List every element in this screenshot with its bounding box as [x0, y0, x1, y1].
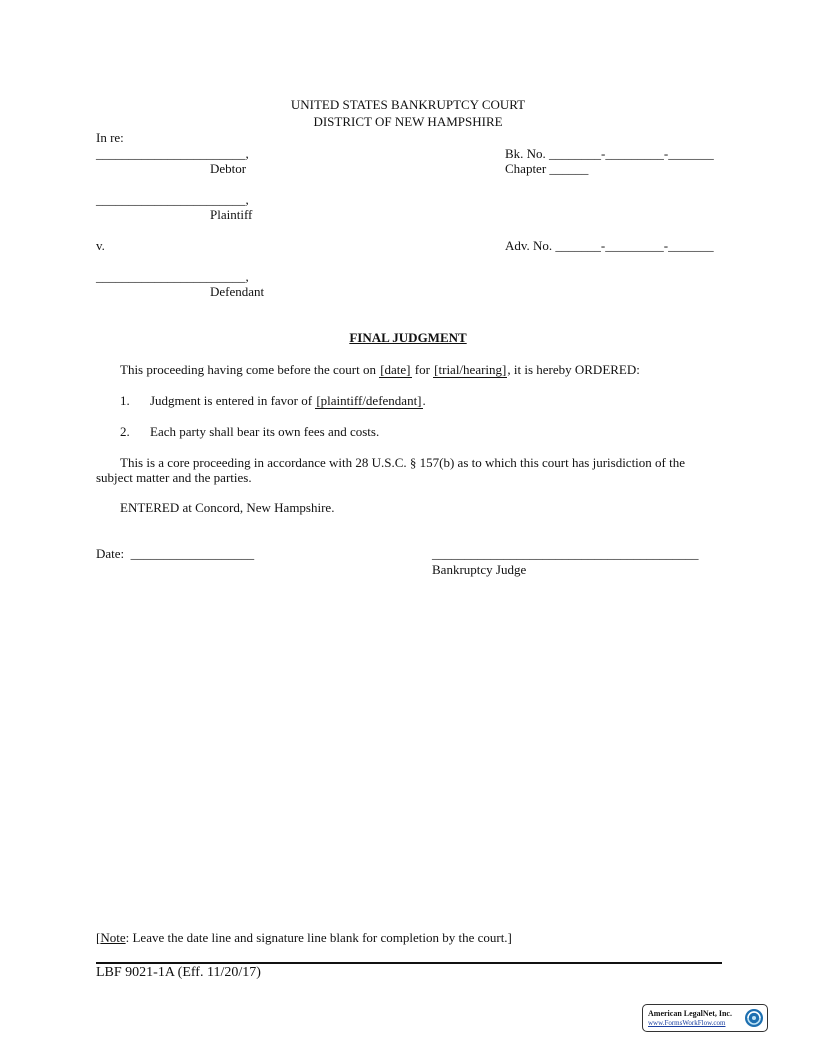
entered-statement: ENTERED at Concord, New Hampshire.: [120, 500, 335, 515]
in-re-label: In re:: [96, 130, 124, 145]
item-1-text: [150, 393, 426, 408]
judge-signature-line: _________________________________________: [432, 546, 699, 561]
logo-company-name: American LegalNet, Inc.: [648, 1009, 732, 1018]
defendant-line: _______________________,: [96, 269, 249, 284]
defendant-label: Defendant: [210, 284, 265, 299]
judge-label: Bankruptcy Judge: [432, 562, 527, 577]
intro-text-mid: for: [411, 362, 434, 377]
debtor-line: _______________________,: [96, 146, 249, 161]
debtor-label: Debtor: [210, 161, 247, 176]
versus-label: v.: [96, 238, 105, 253]
item-1-text-after: .: [422, 393, 426, 408]
logo-url-link[interactable]: www.FormsWorkFlow.com: [648, 1019, 726, 1027]
note-open-bracket: [: [96, 930, 101, 945]
completion-note: [96, 930, 512, 945]
form-id: LBF 9021-1A (Eff. 11/20/17): [96, 965, 261, 980]
intro-text-before: This proceeding having come before the court on: [120, 362, 380, 377]
footer-rule: [96, 962, 722, 964]
note-word: Note: [100, 930, 126, 945]
item-1-text-before: Judgment is entered in favor of: [150, 393, 316, 408]
core-proceeding-line-1: This is a core proceeding in accordance with 28 U.S.C. § 157(b) as to which this court has jurisdiction of the: [120, 455, 686, 470]
intro-paragraph: [120, 362, 640, 377]
document-title: FINAL JUDGMENT: [349, 330, 467, 345]
globe-icon: [744, 1008, 764, 1028]
note-text: : Leave the date line and signature line blank for completion by the court.]: [125, 930, 512, 945]
plaintiff-line: _______________________,: [96, 192, 249, 207]
trial-hearing-placeholder: [trial/hearing]: [434, 362, 507, 377]
adv-no-field: Adv. No. _______-_________-_______: [505, 238, 714, 253]
chapter-field: Chapter ______: [505, 161, 589, 176]
intro-text-after: , it is hereby ORDERED:: [507, 362, 640, 377]
court-name: UNITED STATES BANKRUPTCY COURT: [290, 97, 526, 112]
item-1-number: 1.: [120, 393, 130, 408]
district-name: DISTRICT OF NEW HAMPSHIRE: [313, 114, 503, 129]
core-proceeding-line-2: subject matter and the parties.: [96, 470, 252, 485]
date-line: Date: ___________________: [96, 546, 255, 561]
item-2-number: 2.: [120, 424, 130, 439]
item-2-text: Each party shall bear its own fees and costs.: [150, 424, 380, 439]
party-placeholder: [plaintiff/defendant]: [316, 393, 422, 408]
date-placeholder: [date]: [380, 362, 411, 377]
bk-no-field: Bk. No. ________-_________-_______: [505, 146, 714, 161]
american-legalnet-logo[interactable]: [642, 1004, 768, 1032]
plaintiff-label: Plaintiff: [210, 207, 253, 222]
